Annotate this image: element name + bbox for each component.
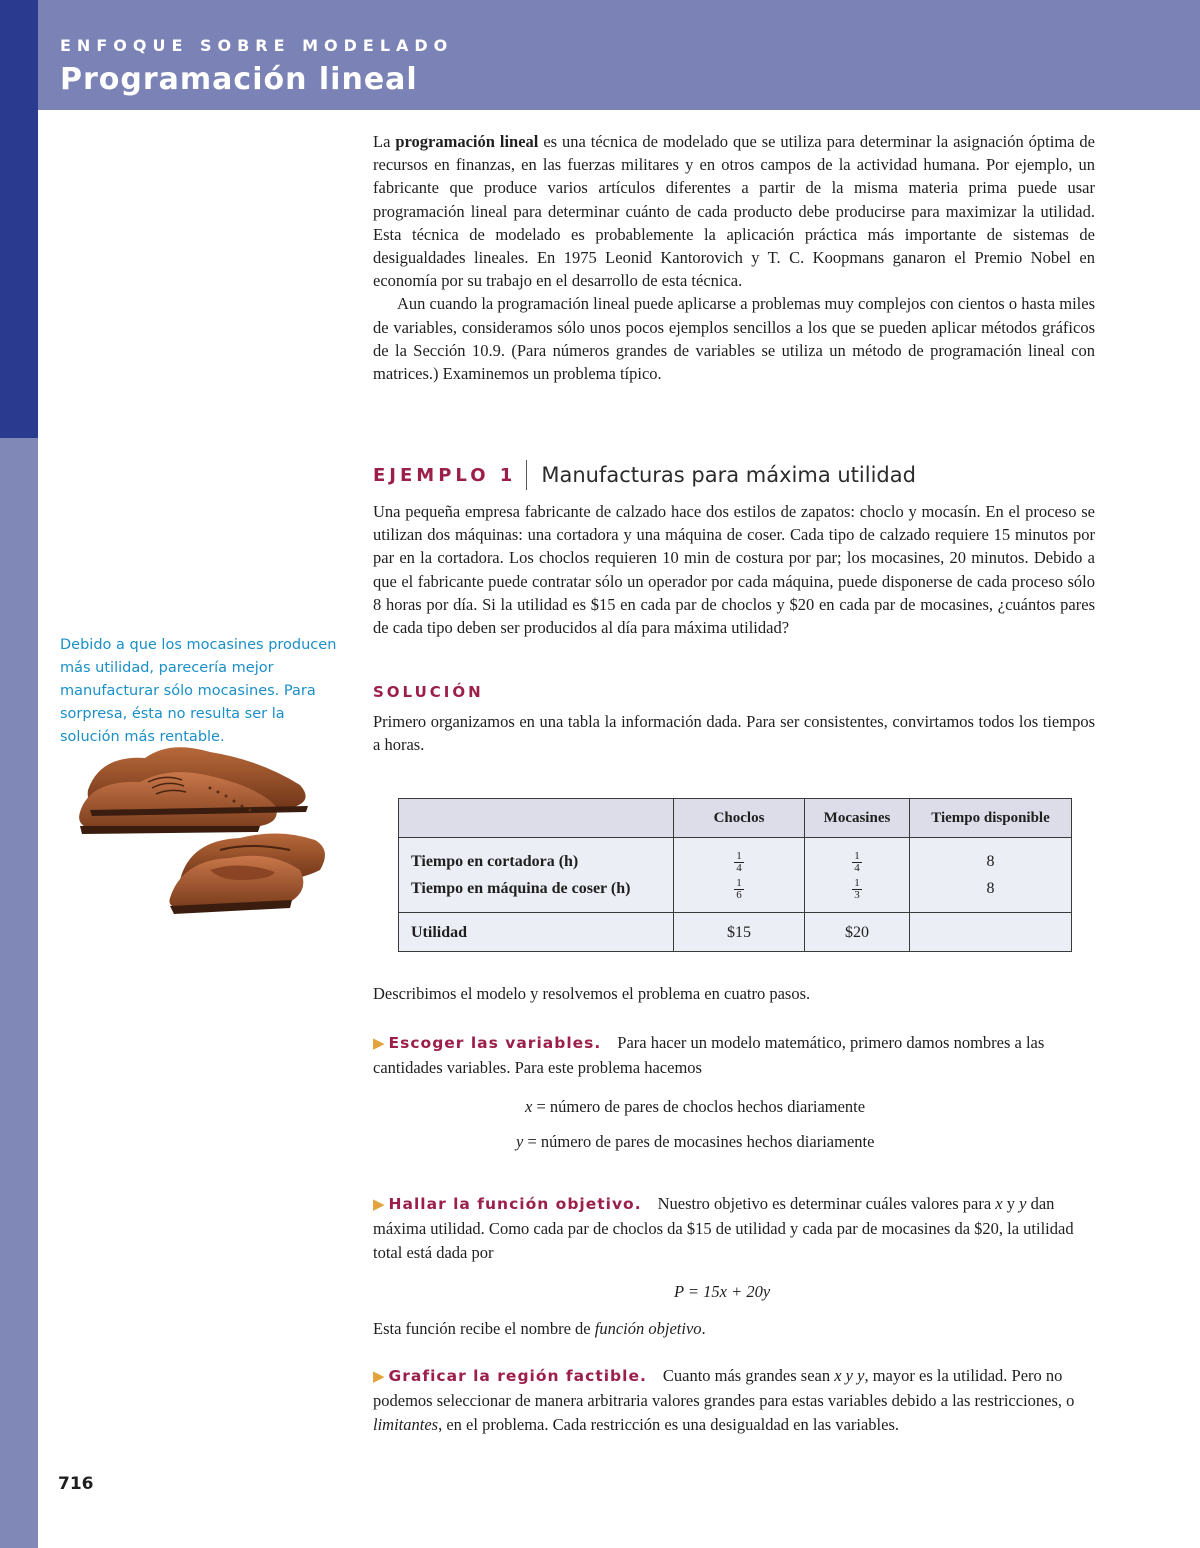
step-1: ▶ Escoger las variables. Para hacer un modelo matemático, primero damos nombres a las cantidades variables. Para este problema hacemos: [373, 1033, 1045, 1077]
fraction: $\frac{1}{6}$: [736, 876, 742, 901]
steps-intro: Describimos el modelo y resolvemos el problema en cuatro pasos.: [373, 984, 811, 1003]
fraction: $\frac{1}{4}$: [736, 849, 742, 874]
page-title: Programación lineal: [60, 62, 418, 97]
choclos-cell: [674, 838, 805, 913]
shoes-illustration: [70, 730, 345, 930]
fraction: $\frac{1}{4}$: [854, 849, 860, 874]
column-header: Choclos: [674, 799, 805, 838]
section-kicker: ENFOQUE SOBRE MODELADO: [60, 36, 454, 55]
objective-note: Esta función recibe el nombre de función objetivo.: [373, 1319, 706, 1338]
column-header: Mocasines: [805, 799, 910, 838]
solution-text: Primero organizamos en una tabla la información dada. Para ser consistentes, convirtamos todos los tiempos a horas.: [373, 712, 1095, 755]
disponible-cell: 8 8: [910, 838, 1072, 913]
step-title: Hallar la función objetivo.: [388, 1195, 642, 1213]
column-header: Tiempo disponible: [910, 799, 1072, 838]
objective-function: P = 15x + 20y: [674, 1282, 771, 1301]
equation-x: x = número de pares de choclos hechos diariamente: [525, 1097, 866, 1116]
table-header-row: [399, 799, 1072, 838]
table-row: [399, 838, 1072, 913]
table-row-utility: [399, 913, 1072, 952]
data-table: [398, 798, 1072, 952]
triangle-right-icon: ▶: [373, 1036, 385, 1052]
equation-y: y = número de pares de mocasines hechos diariamente: [516, 1132, 875, 1151]
cell: $15: [674, 913, 805, 952]
row-label: Tiempo en cortadora (h): [411, 853, 579, 870]
example-heading: [373, 460, 916, 490]
intro-paragraph-1: La programación lineal es una técnica de modelado que se utiliza para determinar la asignación óptima de recursos en finanzas, en las fuerzas militares y en otros campos de la actividad humana. Por ejemplo, un fabricante que produce varios artículos diferentes a partir de la misma materia prima puede usar programación lineal para determinar cuánto de cada producto debe producirse para maximizar la utilidad. Esta técnica de modelado es probablemente la aplicación práctica más importante de sistemas de desigualdades lineales. En 1975 Leonid Kantorovich y T. C. Koopmans ganaron el Premio Nobel en economía por su trabajo en el desarrollo de esta técnica.: [373, 132, 1095, 291]
row-label: Utilidad: [399, 913, 674, 952]
divider: [526, 460, 527, 490]
triangle-right-icon: ▶: [373, 1369, 385, 1385]
sidenote: Debido a que los mocasines producen más utilidad, parecería mejor manufacturar sólo mocasines. Para sorpresa, ésta no resulta ser la solución más rentable.: [60, 637, 337, 745]
mocasines-cell: [805, 838, 910, 913]
fraction: $\frac{1}{3}$: [854, 876, 860, 901]
table-corner: [399, 799, 674, 838]
cell: [910, 913, 1072, 952]
left-stripe: [0, 110, 38, 438]
cell: $20: [805, 913, 910, 952]
key-term: programación lineal: [395, 132, 539, 151]
page-number: 716: [58, 1474, 94, 1494]
solution-label: SOLUCIÓN: [373, 683, 484, 701]
triangle-right-icon: ▶: [373, 1197, 385, 1213]
step-title: Escoger las variables.: [388, 1034, 602, 1052]
example-label: EJEMPLO 1: [373, 464, 517, 486]
example-text: Una pequeña empresa fabricante de calzado hace dos estilos de zapatos: choclo y mocasín. En el proceso se utilizan dos máquinas: una cortadora y una máquina de coser. Cada tipo de calzado requiere 15 minutos por par en la cortadora. Los choclos requieren 10 min de costura por par; los mocasines, 20 minutos. Debido a que el fabricante puede contratar sólo un operador por cada máquina, puede disponerse de cada proceso sólo 8 horas por día. Si la utilidad es $15 en cada par de choclos y $20 en cada par de mocasines, ¿cuántos pares de cada tipo deben ser producidos al día para máxima utilidad?: [373, 502, 1095, 638]
example-title: Manufacturas para máxima utilidad: [541, 463, 916, 487]
step-title: Graficar la región factible.: [388, 1367, 647, 1385]
row-labels: [399, 838, 674, 913]
step-2: ▶ Hallar la función objetivo. Nuestro objetivo es determinar cuáles valores para x y y dan máxima utilidad. Como cada par de choclos da $15 de utilidad y cada par de mocasines da $20, la utilidad total está dada por: [373, 1194, 1074, 1262]
header-band: [0, 0, 1200, 110]
step-3: ▶ Graficar la región factible. Cuanto más grandes sean x y y, mayor es la utilidad. Pero no podemos seleccionar de manera arbitraria valores grandes para estas variables debido a las restricciones, o limitantes, en el problema. Cada restricción es una desigualdad en las variables.: [373, 1366, 1075, 1434]
intro-paragraph-2: Aun cuando la programación lineal puede aplicarse a problemas muy complejos con cientos o hasta miles de variables, consideramos sólo unos pocos ejemplos sencillos a los que se pueden aplicar métodos gráficos de la Sección 10.9. (Para números grandes de variables se utiliza un método de programación lineal con matrices.) Examinemos un problema típico.: [373, 294, 1095, 384]
header-stripe: [0, 0, 38, 110]
intro-text: [373, 130, 1095, 385]
row-label: Tiempo en máquina de coser (h): [411, 880, 631, 897]
left-stripe-light: [0, 438, 38, 1548]
